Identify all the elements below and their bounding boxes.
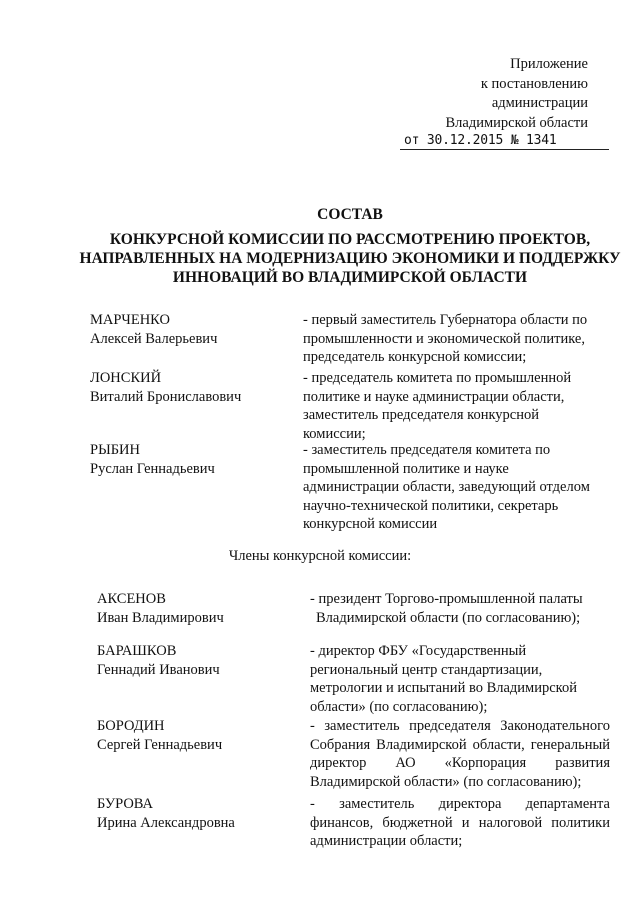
appendix-line: Владимирской области [445,114,588,131]
role-line: политике и науке администрации области, [303,388,565,405]
role-line: - президент Торгово-промышленной палаты [310,591,583,607]
member-given-name: Алексей Валерьевич [90,330,218,347]
role-line: промышленности и экономической политике, [303,330,585,347]
member-given-name: Сергей Геннадьевич [97,736,223,753]
member-name [97,795,302,832]
title-line: ИННОВАЦИЙ ВО ВЛАДИМИРСКОЙ ОБЛАСТИ [172,269,528,286]
member-name [97,642,302,679]
role-line: директор АО «Корпорация развития [310,755,610,771]
role-line: - заместитель директора департамента [310,796,610,812]
decree-number: от 30.12.2015 № 1341 [400,133,609,150]
title-line: НАПРАВЛЕННЫХ НА МОДЕРНИЗАЦИЮ ЭКОНОМИКИ И ПОДДЕРЖКУ [79,250,621,267]
member-role [310,590,610,627]
title-head: СОСТАВ [317,206,383,223]
member-name [97,717,302,754]
member-surname: РЫБИН [90,442,140,458]
member-name [90,441,295,478]
member-surname: БУРОВА [97,796,154,812]
member-surname: МАРЧЕНКО [90,312,170,328]
appendix-line: администрации [491,95,588,111]
member-given-name: Руслан Геннадьевич [90,460,215,477]
member-given-name: Ирина Александровна [97,814,235,831]
role-line: заместитель председателя конкурсной [303,407,540,423]
member-surname: БАРАШКОВ [97,643,177,659]
member-role [310,795,610,851]
appendix-line: к постановлению [480,75,588,92]
role-line: метрологии и испытаний во Владимирской [310,680,577,696]
role-line: Владимирской области» (по согласованию); [310,773,582,790]
member-role [303,311,610,367]
role-line: конкурсной комиссии [303,516,438,532]
role-line: региональный центр стандартизации, [310,661,543,678]
role-line: администрации области; [310,833,463,849]
role-line: финансов, бюджетной и налоговой политики [310,814,610,831]
member-given-name: Виталий Брониславович [90,388,242,405]
appendix-line: Приложение [510,56,588,72]
title-line: КОНКУРСНОЙ КОМИССИИ ПО РАССМОТРЕНИЮ ПРОЕКТОВ, [109,231,591,248]
document-title [70,205,630,287]
role-line: Владимирской области (по согласованию); [316,609,581,626]
role-line: области» (по согласованию); [310,698,488,715]
member-role [303,441,610,534]
role-line: - заместитель председателя комитета по [303,442,551,458]
role-line: - председатель комитета по промышленной [303,370,572,386]
role-line: председатель конкурсной комиссии; [303,349,527,365]
member-name [90,369,295,406]
member-name [90,311,295,348]
member-name [97,590,302,627]
members-heading: Члены конкурсной комиссии: [228,548,412,564]
member-role [310,642,610,716]
role-line: - первый заместитель Губернатора области по [303,312,588,328]
role-line: - заместитель председателя Законодательного [310,718,610,734]
role-line: комиссии; [303,425,366,442]
role-line: администрации области, заведующий отделом [303,479,590,495]
role-line: промышленной политике и науке [303,460,509,477]
member-surname: ЛОНСКИЙ [90,370,162,386]
member-given-name: Геннадий Иванович [97,661,220,678]
role-line: научно-технической политики, секретарь [303,497,559,514]
role-line: - директор ФБУ «Государственный [310,643,527,659]
member-role [303,369,610,443]
appendix-block [400,55,590,133]
role-line: Собрания Владимирской области, генеральный [310,736,610,753]
member-surname: БОРОДИН [97,718,165,734]
member-role [310,717,610,791]
member-surname: АКСЕНОВ [97,591,166,607]
member-given-name: Иван Владимирович [97,609,224,626]
